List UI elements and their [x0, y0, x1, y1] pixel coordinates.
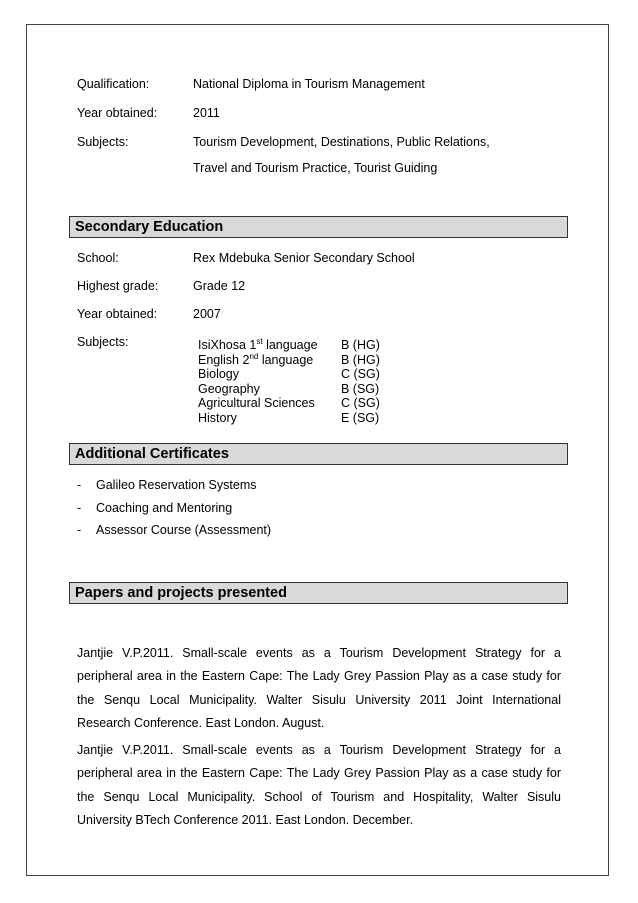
secondary-subjects-label: Subjects:	[77, 335, 129, 349]
subject-name: Biology	[198, 367, 239, 382]
paper-entry: Jantjie V.P.2011. Small-scale events as a Tourism Development Strategy for a peripheral area in the Eastern Cape: The Lady Grey Passion Play as a case study for the Senqu Local Municipality. Walter Sisulu University 2011 Joint International Research Conference. East London. August.	[77, 646, 561, 730]
qualification-label: Qualification:	[77, 77, 150, 91]
school-value: Rex Mdebuka Senior Secondary School	[193, 251, 415, 265]
subject-name: English 2nd language	[198, 351, 314, 367]
highest-grade-value: Grade 12	[193, 279, 246, 293]
secondary-education-heading: Secondary Education	[69, 216, 568, 238]
subjects-line-1: Tourism Development, Destinations, Public Relations,	[193, 135, 490, 149]
secondary-year-label: Year obtained:	[77, 307, 158, 321]
subject-grade: B (HG)	[341, 352, 380, 367]
school-label: School:	[77, 251, 119, 265]
subject-grade: B (SG)	[341, 381, 380, 396]
bullet-dash: -	[77, 478, 82, 492]
list-item: Coaching and Mentoring	[96, 501, 233, 515]
list-item: Assessor Course (Assessment)	[96, 523, 272, 537]
year-obtained-value: 2011	[193, 106, 220, 120]
subject-name: Geography	[198, 381, 260, 396]
bullet-dash: -	[77, 501, 82, 515]
bullet-dash: -	[77, 523, 82, 537]
paper-entry: Jantjie V.P.2011. Small-scale events as a Tourism Development Strategy for a peripheral area in the Eastern Cape: The Lady Grey Passion Play as a case study for the Senqu Local Municipality. School of Tourism and Hospitality, Walter Sisulu University BTech Conference 2011. East London. December.	[77, 743, 561, 827]
secondary-year-value: 2007	[193, 307, 221, 321]
subjects-line-2: Travel and Tourism Practice, Tourist Guiding	[193, 161, 438, 175]
subject-grade: B (HG)	[341, 338, 380, 352]
subjects-label: Subjects:	[77, 135, 129, 149]
subject-grade: C (SG)	[341, 367, 380, 382]
year-obtained-label: Year obtained:	[77, 106, 158, 120]
subject-grade: C (SG)	[341, 396, 380, 411]
subject-name: Agricultural Sciences	[198, 396, 315, 411]
subject-grade: E (SG)	[341, 411, 380, 425]
additional-certificates-heading: Additional Certificates	[69, 443, 568, 465]
papers-projects-heading: Papers and projects presented	[69, 582, 568, 604]
highest-grade-label: Highest grade:	[77, 279, 159, 293]
subject-name: History	[198, 411, 237, 425]
subject-name: IsiXhosa 1st language	[198, 337, 318, 352]
list-item: Galileo Reservation Systems	[96, 478, 257, 492]
qualification-value: National Diploma in Tourism Management	[193, 77, 425, 91]
